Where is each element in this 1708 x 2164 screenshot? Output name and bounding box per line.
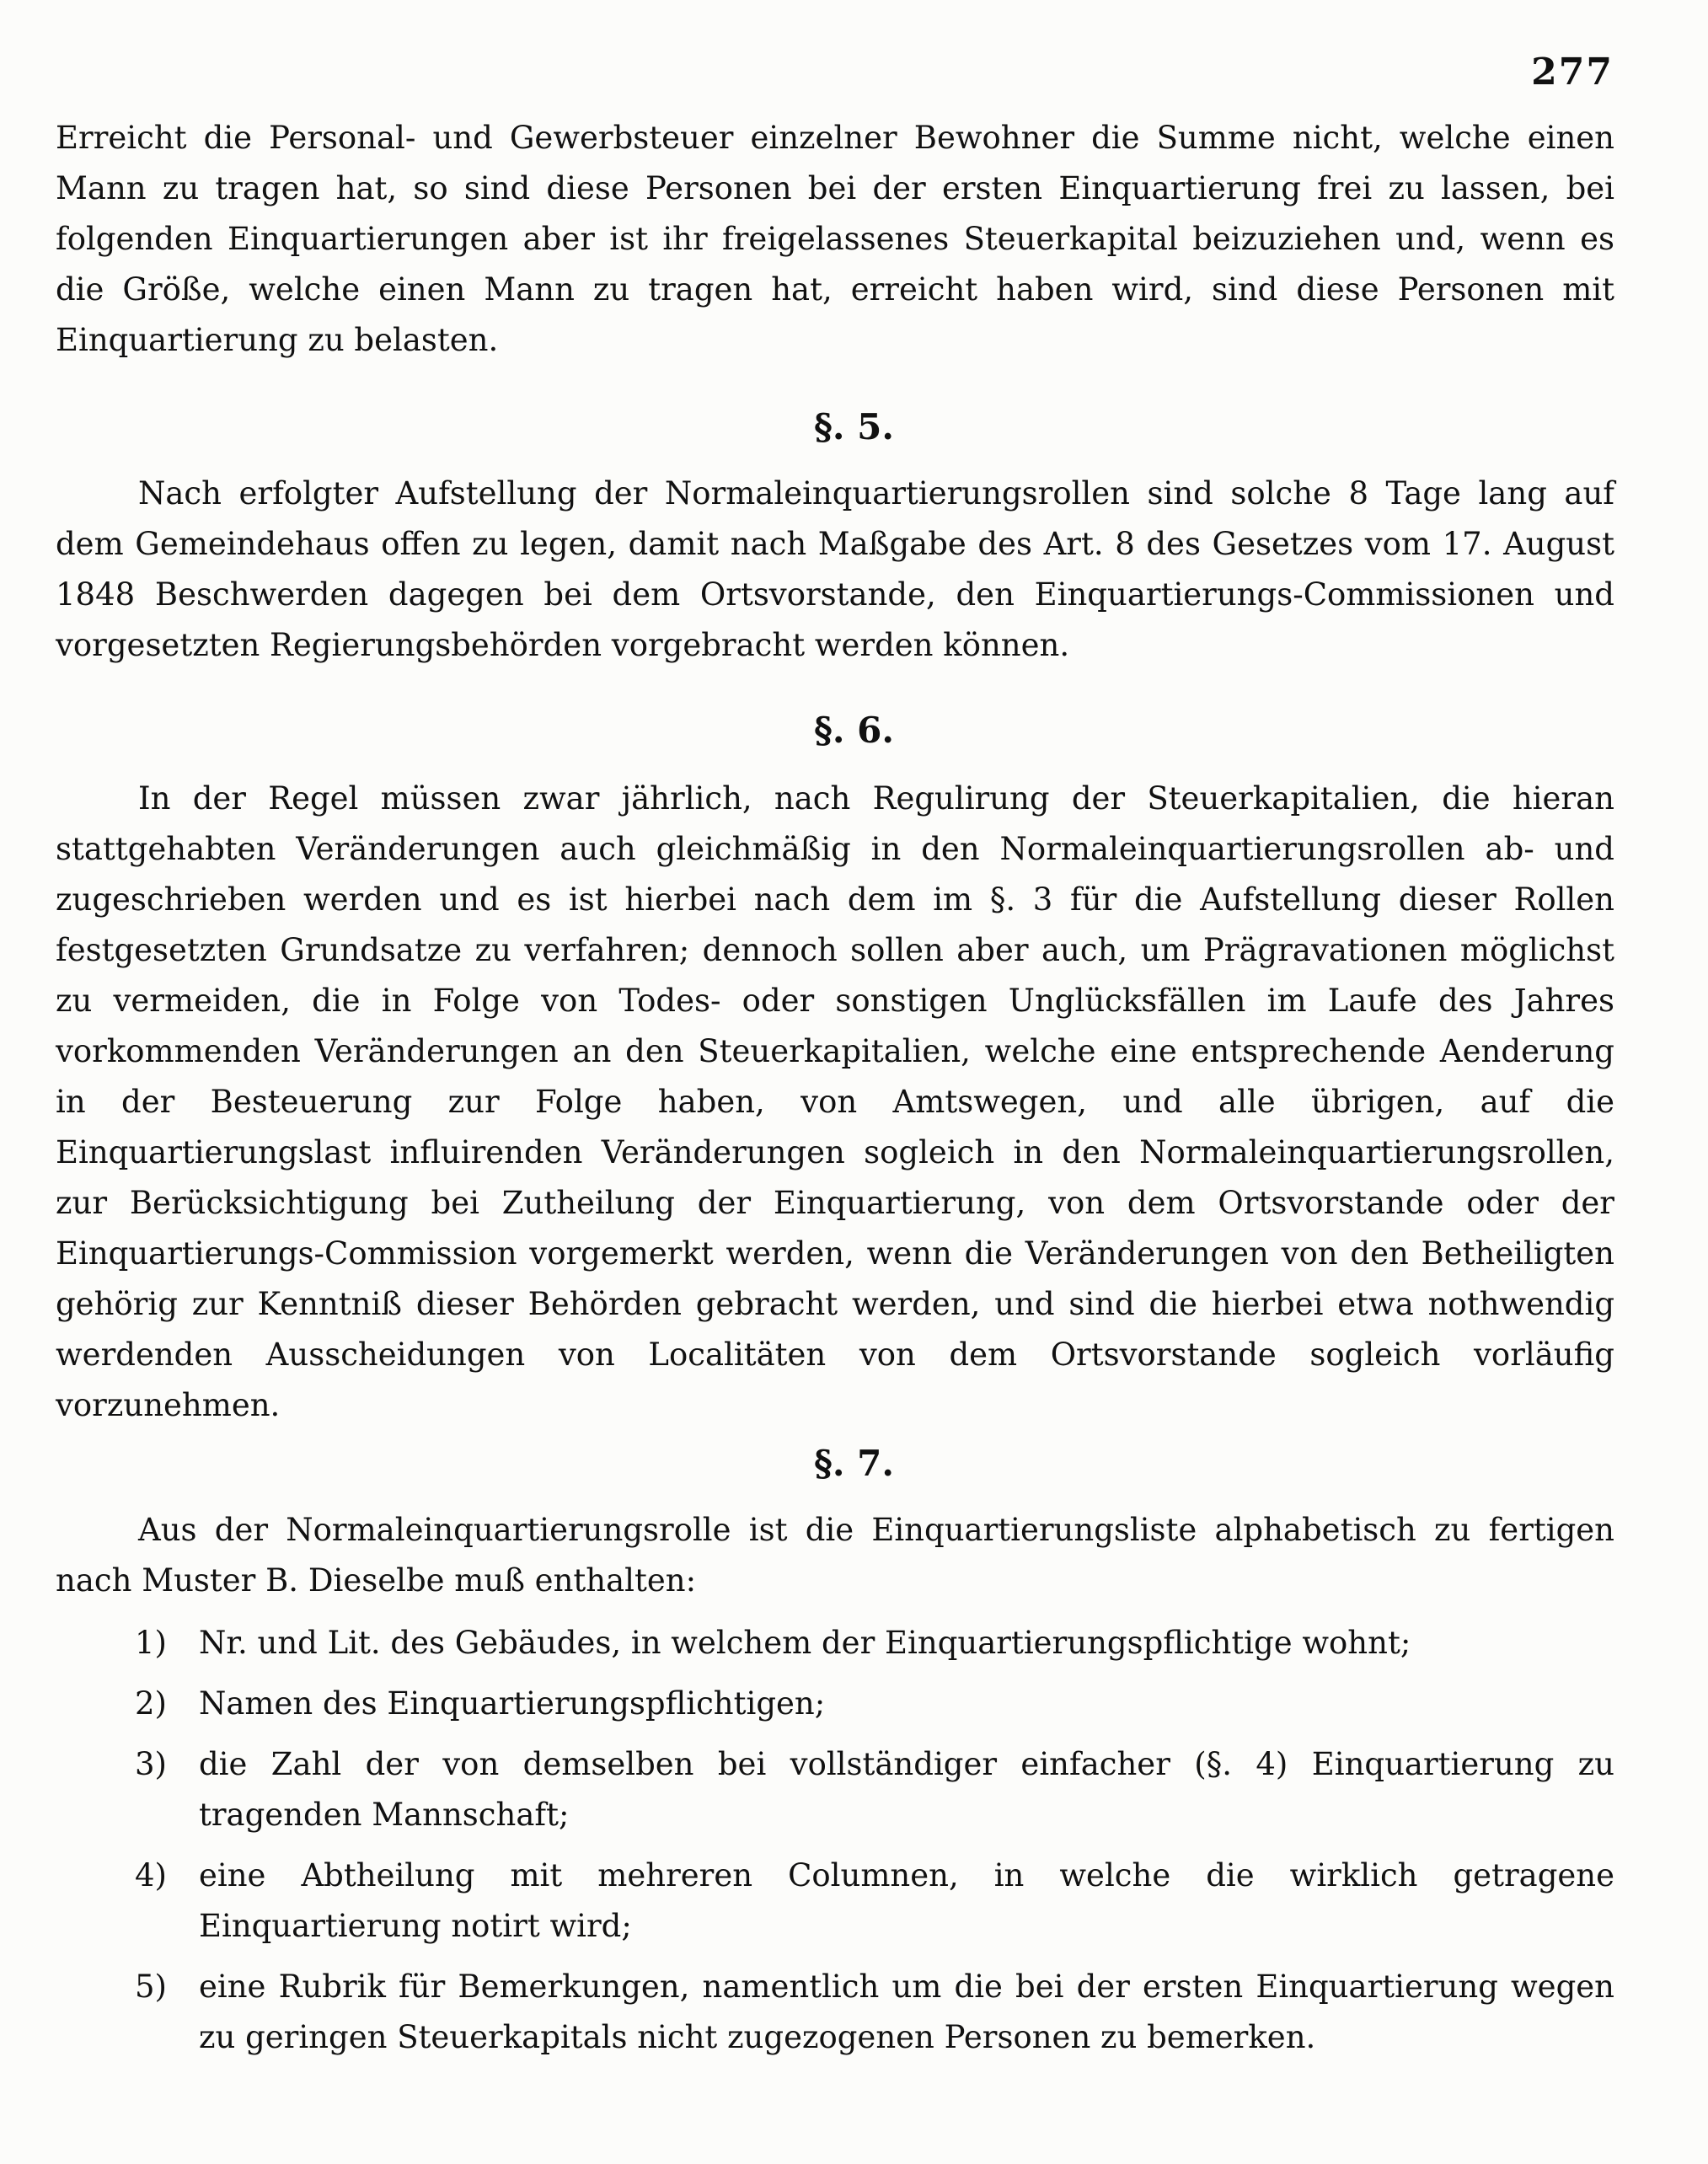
- list-item: [135, 1618, 1614, 1669]
- section-heading-5: §. 5.: [813, 406, 895, 447]
- list-number: 1): [135, 1625, 167, 1661]
- paragraph-continuation: Erreicht die Personal- und Gewerbsteuer einzelner Bewohner die Summe nicht, welche einen Mann zu tragen hat, so sind diese Personen bei der ersten Einquartierung frei zu lassen, bei folgenden Einquartierungen aber ist ihr freigelassenes Steuerkapital beizuziehen und, wenn es die Größe, welche einen Mann zu tragen hat, erreicht haben wird, sind diese Personen mit Einquartierung zu belasten.: [56, 120, 1614, 358]
- list-number: 3): [135, 1746, 167, 1782]
- enumerated-list: [135, 1618, 1614, 2073]
- list-text: die Zahl der von demselben bei vollständiger einfacher (§. 4) Einquartierung zu tragenden Mannschaft;: [199, 1746, 1614, 1833]
- list-text: Nr. und Lit. des Gebäudes, in welchem der Einquartierungspflichtige wohnt;: [199, 1625, 1411, 1661]
- list-item: [135, 1679, 1614, 1729]
- list-number: 5): [135, 1968, 167, 2005]
- paragraph-section-6: In der Regel müssen zwar jährlich, nach Regulirung der Steuerkapitalien, die hieran stattgehabten Veränderungen auch gleichmäßig in den Normaleinquartierungsrollen ab- und zugeschrieben werden und es ist hierbei nach dem im §. 3 für die Aufstellung dieser Rollen festgesetzten Grundsatze zu verfahren; dennoch sollen aber auch, um Prägravationen möglichst zu vermeiden, die in Folge von Todes- oder sonstigen Unglücksfällen im Laufe des Jahres vorkommenden Veränderungen an den Steuerkapitalien, welche eine entsprechende Aenderung in der Besteuerung zur Folge haben, von Amtswegen, und alle übrigen, auf die Einquartierungslast influirenden Veränderungen sogleich in den Normaleinquartierungsrollen, zur Berücksichtigung bei Zutheilung der Einquartierung, von dem Ortsvorstande oder der Einquartierungs-Commission vorgemerkt werden, wenn die Veränderungen von den Betheiligten gehörig zur Kenntniß dieser Behörden gebracht werden, und sind die hierbei etwa nothwendig werdenden Ausscheidungen von Localitäten von dem Ortsvorstande sogleich vorläufig vorzunehmen.: [56, 780, 1614, 1423]
- list-text: eine Abtheilung mit mehreren Columnen, in welche die wirklich getragene Einquartierung notirt wird;: [199, 1857, 1614, 1944]
- list-item: [135, 1962, 1614, 2063]
- section-heading-6: §. 6.: [813, 710, 895, 751]
- list-text: eine Rubrik für Bemerkungen, namentlich um die bei der ersten Einquartierung wegen zu geringen Steuerkapitals nicht zugezogenen Personen zu bemerken.: [199, 1968, 1614, 2055]
- page-number: 277: [1531, 51, 1614, 94]
- paragraph-section-7: Aus der Normaleinquartierungsrolle ist die Einquartierungsliste alphabetisch zu fertigen nach Muster B. Dieselbe muß enthalten:: [56, 1512, 1614, 1599]
- list-item: [135, 1739, 1614, 1840]
- section-heading-7: §. 7.: [813, 1443, 895, 1484]
- list-item: [135, 1851, 1614, 1952]
- paragraph-section-5: Nach erfolgter Aufstellung der Normaleinquartierungsrollen sind solche 8 Tage lang auf dem Gemeindehaus offen zu legen, damit nach Maßgabe des Art. 8 des Gesetzes vom 17. August 1848 Beschwerden dagegen bei dem Ortsvorstande, den Einquartierungs-Commissionen und vorgesetzten Regierungsbehörden vorgebracht werden können.: [56, 475, 1614, 663]
- list-number: 2): [135, 1685, 167, 1722]
- list-number: 4): [135, 1857, 167, 1894]
- list-text: Namen des Einquartierungspflichtigen;: [199, 1685, 826, 1722]
